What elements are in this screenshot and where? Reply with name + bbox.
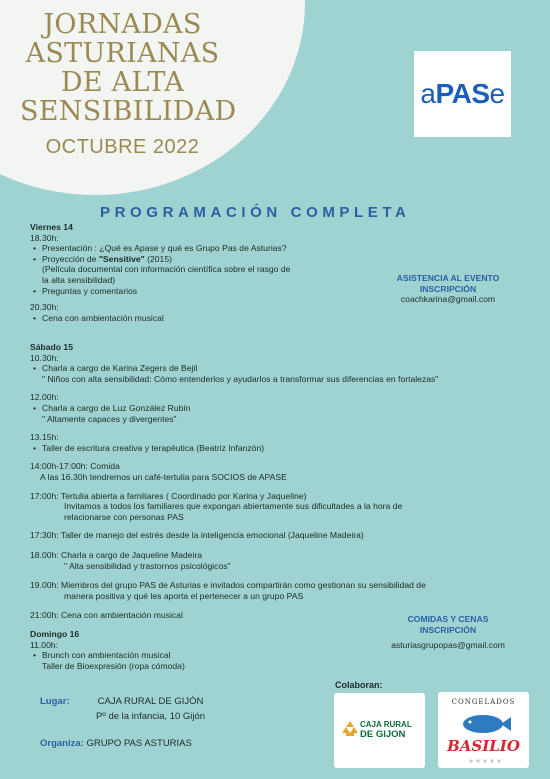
time-label: 20.30h: [30,302,59,313]
schedule-line: relacionarse con personas PAS [64,511,184,522]
list-item: • Presentación : ¿Qué es Apase y qué es Grupo Pas de Asturias? [42,243,290,254]
venue-label: Lugar: [40,696,70,707]
event-month: OCTUBRE 2022 [45,136,200,158]
contact-email[interactable]: asturiasgrupopas@gmail.com [391,640,505,650]
time-label: 11.00h: [30,639,59,650]
day-title: Viernes 14 [30,222,73,232]
asistencia-box [368,273,528,305]
item-title: "Sensitive" [98,253,145,264]
side-heading: INSCRIPCIÓN [419,624,477,635]
caja-rural-text [360,720,412,740]
title-line: JORNADAS [43,9,202,40]
event-title [20,9,237,127]
item-note: " Niños con alta sensibilidad: Cómo entenderlos y ayudarlos a transformar sus diferencias en fortalezas" [42,373,439,384]
time-label: 18.30h: [30,232,59,243]
day-title: Sábado 15 [30,342,73,352]
logo-letters: PAS [435,78,490,109]
schedule-line: manera positiva y qué les aporta el pertenecer a un grupo PAS [64,590,304,601]
schedule-line: 19.00h: Miembros del grupo PAS de Asturias e invitados compartirán como gestionan su sensibilidad de [30,580,426,591]
schedule-line: " Alta sensibilidad y trastornos psicológicos" [64,560,231,571]
day-title: Domingo 16 [30,629,80,639]
apase-logo [414,51,511,137]
schedule-line: Invitamos a todos los familiares que expongan abiertamente sus dificultades a la hora de [64,501,403,512]
caja-line: DE GIJON [360,729,406,740]
logo-letter: a [420,78,436,109]
side-heading: INSCRIPCIÓN [419,283,477,294]
item-text: (2015) [144,253,172,264]
list-item: • Charla a cargo de Karina Zegers de Bejil [42,363,438,374]
list-item: • Preguntas y comentarios [42,286,290,297]
schedule-line: A las 16.30h tendremos un café-tertulia para SOCIOS de APASE [40,471,287,482]
title-line: ASTURIANAS [25,38,220,69]
sunday-block [30,629,185,671]
side-heading: ASISTENCIA AL EVENTO [396,273,500,283]
schedule-line: 17:00h: Tertulia abierta a familiares ( Coordinado por Karina y Jaqueline) [30,490,307,501]
contact-email[interactable]: coachkarina@gmail.com [400,294,496,304]
caja-rural-logo [334,693,425,768]
schedule-line: 18.00h: Charla a cargo de Jaqueline Madeira [30,549,202,560]
logo-letter: e [489,78,505,109]
venue-street: Pº de la infancia, 10 Gijón [96,711,206,722]
organizer-block [40,738,192,750]
schedule-line: 21:00h: Cena con ambientación musical [30,610,183,621]
sponsors-label: Colaboran: [335,680,383,690]
venue-address [96,696,205,723]
saturday-block [30,342,438,621]
basilio-name: BASILIO [447,737,520,755]
time-label: 10.30h: [30,352,59,363]
time-label: 13.15h: [30,432,59,443]
schedule-line: 14:00h-17:00h: Comida [30,461,120,472]
list-item [42,254,290,265]
organizer-label: Organiza: [40,738,84,749]
item-note: la alta sensibilidad) [42,274,116,285]
comidas-box [368,614,528,651]
basilio-top-text: CONGELADOS [451,698,516,706]
organizer-name: GRUPO PAS ASTURIAS [86,738,192,749]
list-item: • Cena con ambientación musical [42,313,290,324]
time-label: 12.00h: [30,392,59,403]
program-heading: PROGRAMACIÓN COMPLETA [100,204,411,221]
item-note: (Película documental con información científica sobre el rasgo de [42,264,291,275]
schedule-line: 17:30h: Taller de manejo del estrés desde la inteligencia emocional (Jaqueline Madeira) [30,530,364,541]
venue-name: CAJA RURAL DE GIJÓN [97,696,204,707]
item-note: " Altamente capaces y divergentes" [42,413,177,424]
item-text: Proyección de [42,253,99,264]
list-item: • Brunch con ambientación musical [42,650,185,661]
item-note: Taller de Bioexpresión (ropa cómoda) [42,660,185,671]
title-line: SENSIBILIDAD [20,96,237,127]
list-item: • Charla a cargo de Luz González Rubín [42,403,438,414]
list-item: • Taller de escritura creativa y terapéutica (Beatriz Infanzón) [42,443,438,454]
friday-block [30,222,290,323]
venue-block [40,696,70,708]
fish-icon [438,692,529,768]
title-line: DE ALTA [60,67,185,98]
caja-line: CAJA RURAL [360,720,412,729]
basilio-logo [438,692,529,768]
side-heading: COMIDAS Y CENAS [407,614,489,624]
